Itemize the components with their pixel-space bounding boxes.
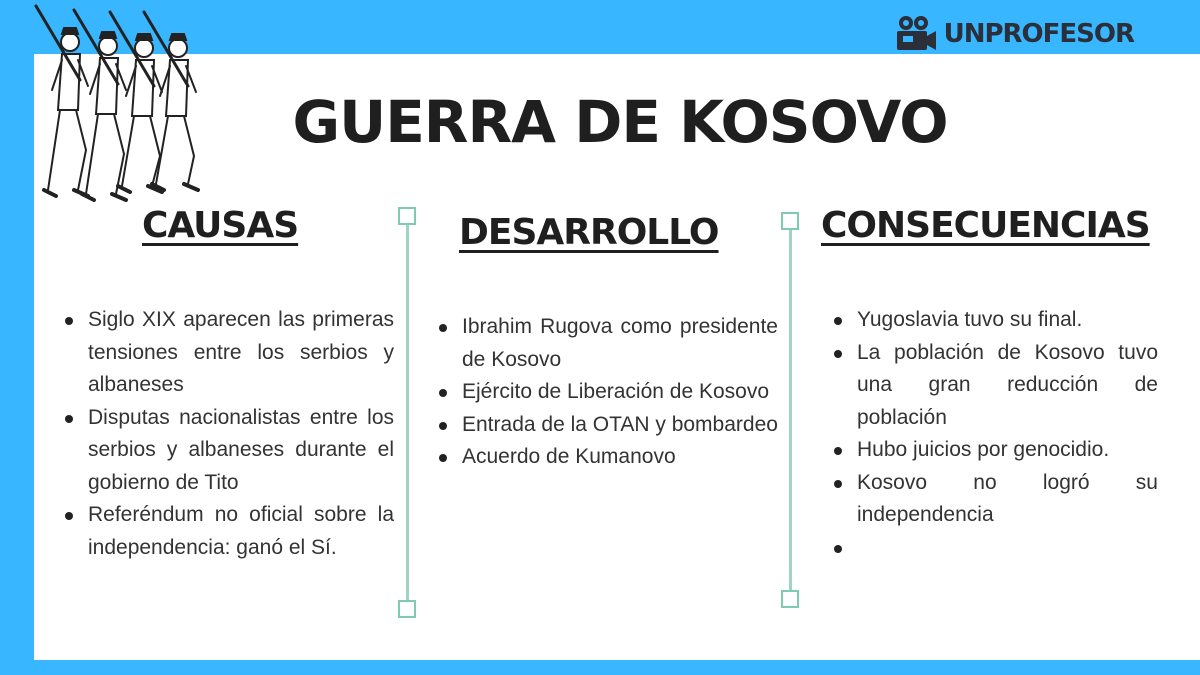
timeline-divider-left: [398, 207, 416, 618]
film-camera-icon: [894, 14, 938, 54]
timeline-line: [789, 230, 792, 590]
list-item: Acuerdo de Kumanovo: [436, 441, 778, 474]
heading-consecuencias: CONSECUENCIAS: [821, 205, 1150, 246]
list-item: Entrada de la OTAN y bombardeo: [436, 409, 778, 442]
heading-desarrollo: DESARROLLO: [459, 212, 719, 253]
list-item: La población de Kosovo tuvo una gran reducción de población: [831, 337, 1158, 435]
list-item: Siglo XIX aparecen las primeras tensiones entre los serbios y albaneses: [62, 304, 394, 402]
brand-name: UNPROFESOR: [943, 19, 1134, 49]
list-item: Disputas nacionalistas entre los serbios y albaneses durante el gobierno de Tito: [62, 402, 394, 500]
list-item: Referéndum no oficial sobre la independencia: ganó el Sí.: [62, 499, 394, 564]
timeline-square-top: [398, 207, 416, 225]
desarrollo-list: [436, 311, 778, 474]
timeline-square-top: [781, 212, 799, 230]
consecuencias-list: [831, 304, 1158, 564]
list-item-empty: [831, 532, 1158, 565]
list-item: Kosovo no logró su independencia: [831, 467, 1158, 532]
timeline-square-bottom: [398, 600, 416, 618]
timeline-line: [406, 225, 409, 600]
timeline-square-bottom: [781, 590, 799, 608]
page-title: GUERRA DE KOSOVO: [292, 88, 948, 156]
brand-logo[interactable]: [894, 14, 1134, 54]
causas-list: [62, 304, 394, 564]
list-item: Hubo juicios por genocidio.: [831, 434, 1158, 467]
list-item: Yugoslavia tuvo su final.: [831, 304, 1158, 337]
timeline-divider-right: [781, 212, 799, 608]
heading-causas: CAUSAS: [142, 205, 299, 246]
list-item: Ejército de Liberación de Kosovo: [436, 376, 778, 409]
list-item: Ibrahim Rugova como presidente de Kosovo: [436, 311, 778, 376]
